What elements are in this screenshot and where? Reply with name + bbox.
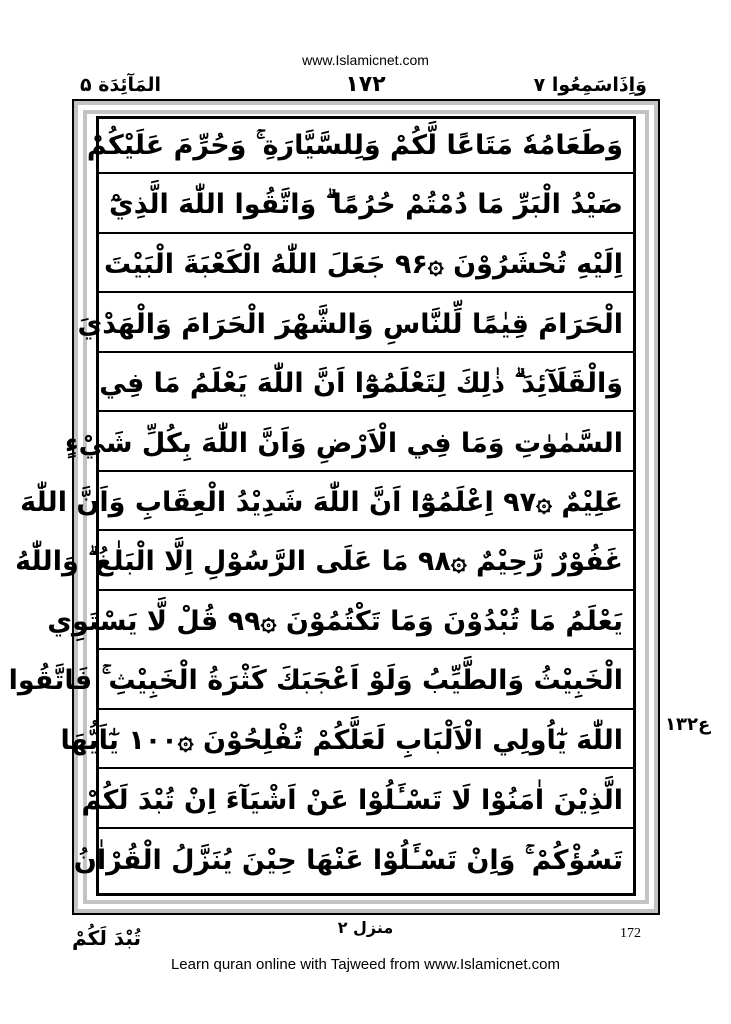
- text-line: [99, 238, 633, 293]
- surah-name: المَآئِدَة ۵: [80, 74, 162, 96]
- line-text: اِلَيْهِ تُحْشَرُوْنَ ۞۹۶ جَعَلَ اللّٰهُ الْكَعْبَةَ الْبَيْتَ: [103, 249, 623, 281]
- text-line: [8, 655, 633, 710]
- quran-text-block: [8, 119, 633, 893]
- text-line: [99, 357, 633, 412]
- line-text: عَلِيْمٌ ۞۹۷ اِعْلَمُوْٓا اَنَّ اللّٰهَ شَدِيْدُ الْعِقَابِ وَاَنَّ اللّٰهَ: [20, 487, 623, 519]
- line-text: غَفُوْرٌ رَّحِيْمٌ ۞۹۸ مَا عَلَى الرَّسُوْلِ اِلَّا الْبَلٰغُ ۗ وَاللّٰهُ: [15, 546, 623, 578]
- text-line: [73, 833, 633, 888]
- manzil-label: منزل ۲: [337, 918, 394, 937]
- bottom-promo-text[interactable]: Learn quran online with Tajweed from www.Islamicnet.com: [170, 956, 561, 973]
- line-text: صَيْدُ الْبَرِّ مَا دُمْتُمْ حُرُمًا ۗ وَاتَّقُوا اللّٰهَ الَّذِيْٓ: [109, 189, 623, 221]
- page-number-arabic: ۱۷۲: [345, 72, 386, 97]
- line-text: تَسُؤْكُمْ ۚ وَاِنْ تَسْـَٔلُوْا عَنْهَا حِيْنَ يُنَزَّلُ الْقُرْاٰنُ: [73, 844, 623, 876]
- line-text: يَعْلَمُ مَا تُبْدُوْنَ وَمَا تَكْتُمُوْنَ ۞۹۹ قُلْ لَّا يَسْتَوِي: [47, 606, 623, 638]
- line-text: الَّذِيْنَ اٰمَنُوْا لَا تَسْـَٔلُوْا عَنْ اَشْيَآءَ اِنْ تُبْدَ لَكُمْ: [81, 784, 623, 816]
- juz-name: وَاِذَاسَمِعُوا ۷: [533, 74, 647, 96]
- line-text: وَطَعَامُهٗ مَتَاعًا لَّكُمْ وَلِلسَّيَّارَةِ ۚ وَحُرِّمَ عَلَيْكُمْ: [86, 129, 623, 161]
- text-line: [86, 119, 633, 174]
- page-number: 172: [620, 926, 641, 941]
- ruku-marker: ۱۳ع۲: [665, 714, 711, 735]
- text-line: [99, 179, 633, 234]
- text-line: [47, 595, 633, 650]
- text-line: [60, 714, 633, 769]
- line-text: اللّٰهَ يٰٓاُولِي الْاَلْبَابِ لَعَلَّكُمْ تُفْلِحُوْنَ ۞۱۰۰ يٰٓاَيُّهَا: [60, 725, 623, 757]
- line-text: الْخَبِيْثُ وَالطَّيِّبُ وَلَوْ اَعْجَبَكَ كَثْرَةُ الْخَبِيْثِ ۚ فَاتَّقُوا: [8, 665, 623, 697]
- text-line: [15, 536, 633, 591]
- text-line: [20, 476, 633, 531]
- text-line: [64, 417, 633, 472]
- text-line: [81, 774, 633, 829]
- line-text: السَّمٰوٰتِ وَمَا فِي الْاَرْضِ وَاَنَّ اللّٰهَ بِكُلِّ شَيْءٍ: [64, 427, 623, 459]
- catchword: تُبْدَ لَكُمْ: [72, 926, 142, 950]
- line-text: الْحَرَامَ قِيٰمًا لِّلنَّاسِ وَالشَّهْرَ الْحَرَامَ وَالْهَدْيَ: [77, 308, 623, 340]
- text-line: [77, 298, 633, 353]
- site-url[interactable]: www.Islamicnet.com: [302, 52, 429, 68]
- line-text: وَالْقَلَآئِدَ ۗ ذٰلِكَ لِتَعْلَمُوْٓا اَنَّ اللّٰهَ يَعْلَمُ مَا فِي: [99, 367, 623, 399]
